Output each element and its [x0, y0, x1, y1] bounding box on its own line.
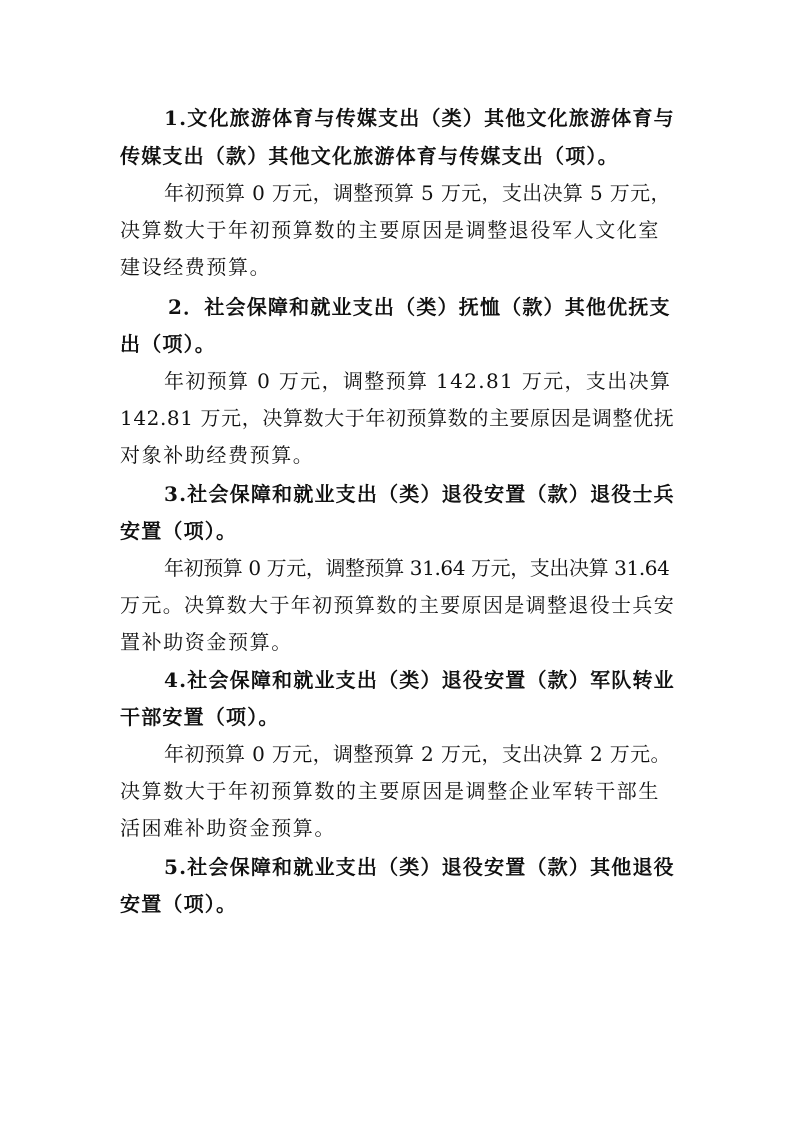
section-2-heading-line-1: 2．社会保障和就业支出（类）抚恤（款）其他优抚支: [168, 295, 671, 319]
section-1-body-line-2: 决算数大于年初预算数的主要原因是调整退役军人文化室: [120, 218, 660, 242]
section-1-body-line-3: 建设经费预算。: [120, 255, 272, 279]
section-4-body-line-2: 决算数大于年初预算数的主要原因是调整企业军转干部生: [120, 779, 660, 803]
section-4-heading-line-2: 干部安置（项）。: [120, 705, 280, 729]
section-5-heading-line-2: 安置（项）。: [120, 892, 238, 916]
section-5-heading-line-1: 5.社会保障和就业支出（类）退役安置（款）其他退役: [164, 855, 675, 879]
section-3-body-line-1: 年初预算 0 万元，调整预算 31.64 万元，支出决算 31.64: [164, 556, 670, 580]
section-2-body-line-2: 142.81 万元，决算数大于年初预算数的主要原因是调整优抚: [120, 406, 675, 430]
section-1-heading-line-2: 传媒支出（款）其他文化旅游体育与传媒支出（项）。: [120, 144, 619, 168]
section-3-body-line-2: 万元。决算数大于年初预算数的主要原因是调整退役士兵安: [120, 593, 676, 617]
section-4-body-line-3: 活困难补助资金预算。: [120, 816, 336, 840]
section-3-body-line-3: 置补助资金预算。: [120, 630, 293, 654]
section-2-body-line-3: 对象补助经费预算。: [120, 443, 315, 467]
section-1-heading-line-1: 1.文化旅游体育与传媒支出（类）其他文化旅游体育与: [164, 106, 675, 130]
section-3-heading-line-2: 安置（项）。: [120, 519, 238, 543]
section-2-body-line-1: 年初预算 0 万元，调整预算 142.81 万元，支出决算: [164, 369, 672, 393]
section-1-body-line-1: 年初预算 0 万元，调整预算 5 万元，支出决算 5 万元，: [164, 181, 671, 205]
section-2-heading-line-2: 出（项）。: [120, 332, 216, 356]
section-4-body-line-1: 年初预算 0 万元，调整预算 2 万元，支出决算 2 万元。: [164, 742, 671, 766]
section-3-heading-line-1: 3.社会保障和就业支出（类）退役安置（款）退役士兵: [164, 482, 675, 506]
section-4-heading-line-1: 4.社会保障和就业支出（类）退役安置（款）军队转业: [164, 668, 675, 692]
